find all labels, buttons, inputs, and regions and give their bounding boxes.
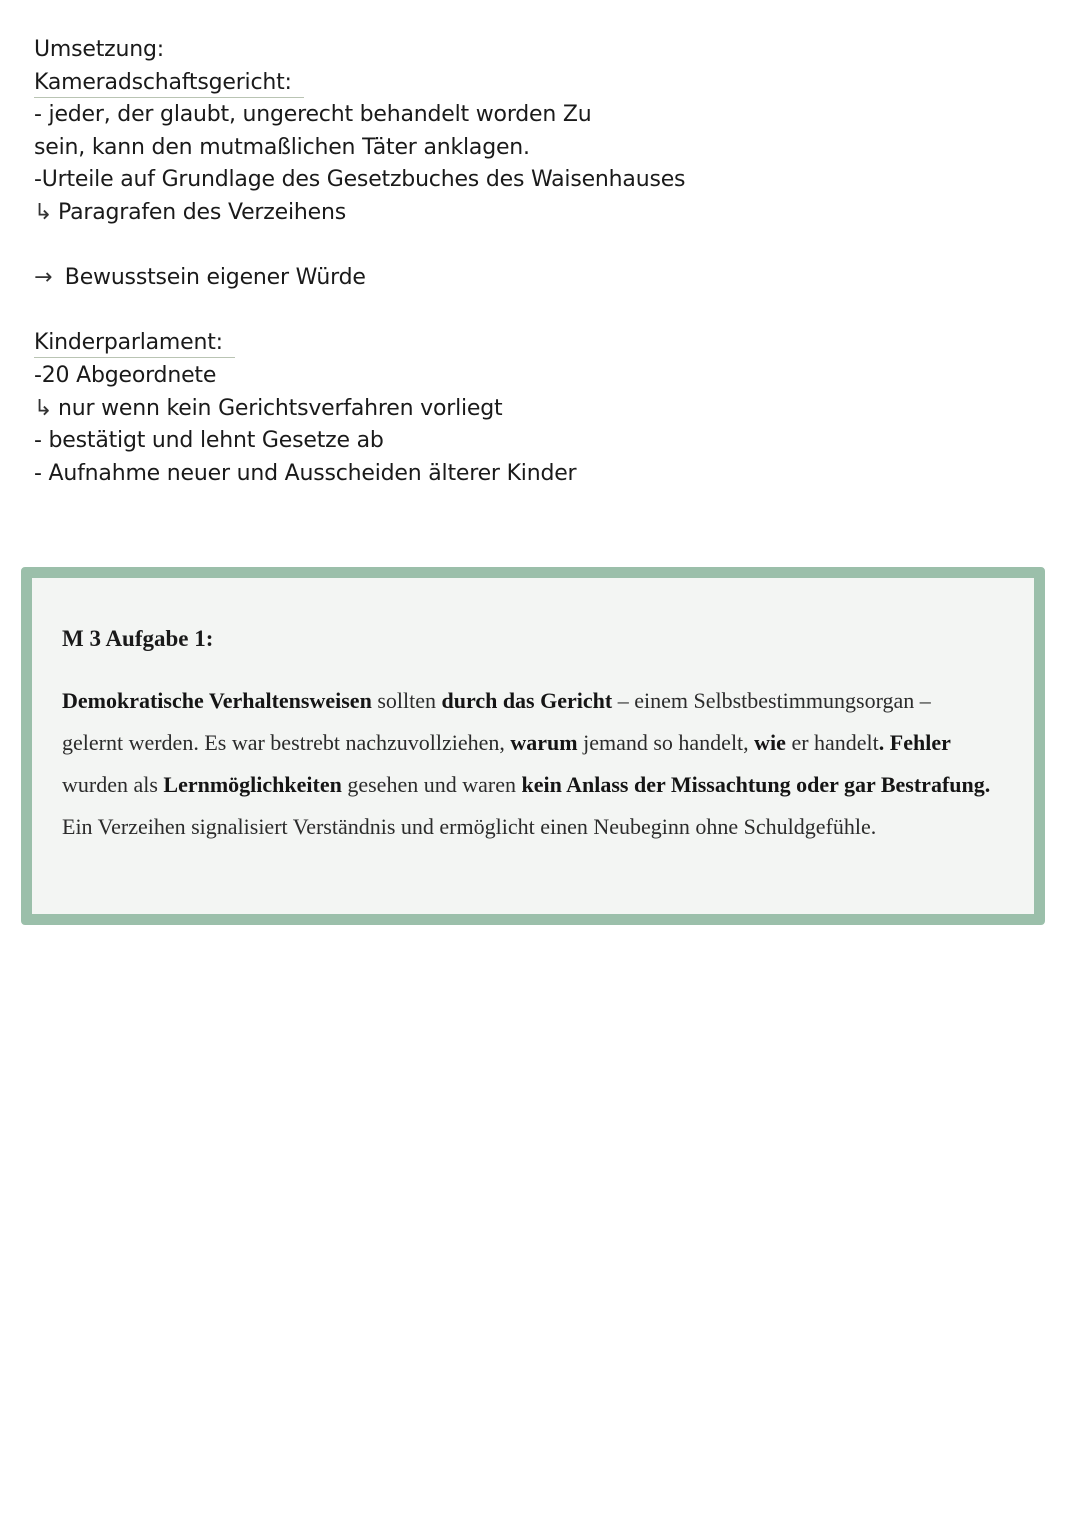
text-segment: – einem Selbstbestimmungsorgan – gelernt werden. Es war bestrebt nachzuvollziehen, (62, 688, 931, 755)
court-title-line (34, 67, 1034, 100)
court-line-1: - jeder, der glaubt, ungerecht behandelt worden Zu (34, 102, 592, 128)
parliament-title-line (34, 327, 1034, 360)
parliament-sub-text: nur wenn kein Gerichtsverfahren vorliegt (58, 395, 503, 421)
bold-segment: durch das Gericht (441, 688, 613, 713)
handwritten-notes (34, 34, 1034, 490)
parliament-sub-line (34, 393, 1034, 426)
turn-arrow-icon: ↳ (34, 199, 53, 225)
text-segment: gesehen und waren (341, 772, 522, 797)
spacer (34, 230, 1034, 263)
parliament-line-2: - bestätigt und lehnt Gesetze ab (34, 428, 384, 454)
task-box-content (62, 626, 992, 848)
task-box (21, 567, 1045, 925)
bold-segment: wie (754, 730, 786, 755)
task-paragraph (62, 680, 992, 848)
court-line-3: -Urteile auf Grundlage des Gesetzbuches des Waisenhauses (34, 167, 686, 193)
conclusion-line (34, 262, 1034, 295)
bold-segment: kein Anlass der Missachtung oder gar Bestrafung. (521, 772, 991, 797)
parliament-title: Kinderparlament: (34, 329, 235, 358)
turn-arrow-icon: ↳ (34, 395, 53, 421)
parliament-line-1: -20 Abgeordnete (34, 362, 217, 388)
notes-heading-line (34, 34, 1034, 67)
bold-segment: warum (510, 730, 578, 755)
bold-segment: Demokratische Verhaltensweisen (62, 688, 372, 713)
text-segment: wurden als (62, 772, 164, 797)
text-segment: Ein Verzeihen signalisiert Verständnis und ermöglicht einen Neubeginn ohne Schuldgefühle. (62, 814, 877, 839)
court-sub-text: Paragrafen des Verzeihens (58, 199, 346, 225)
bold-segment: Lernmöglichkeiten (163, 772, 342, 797)
court-title: Kameradschaftsgericht: (34, 69, 304, 98)
conclusion-text: Bewusstsein eigener Würde (64, 265, 366, 291)
text-segment: er handelt (785, 730, 879, 755)
spacer (34, 295, 1034, 328)
text-segment: jemand so handelt, (577, 730, 755, 755)
court-sub-line (34, 197, 1034, 230)
right-arrow-icon: → (34, 265, 53, 291)
text-segment: sollten (371, 688, 442, 713)
court-line-2: sein, kann den mutmaßlichen Täter anklagen. (34, 134, 530, 160)
notes-heading: Umsetzung: (34, 34, 164, 67)
task-title: M 3 Aufgabe 1: (62, 626, 214, 651)
parliament-line-3: - Aufnahme neuer und Ausscheiden älterer Kinder (34, 460, 577, 486)
bold-segment: . Fehler (878, 730, 951, 755)
